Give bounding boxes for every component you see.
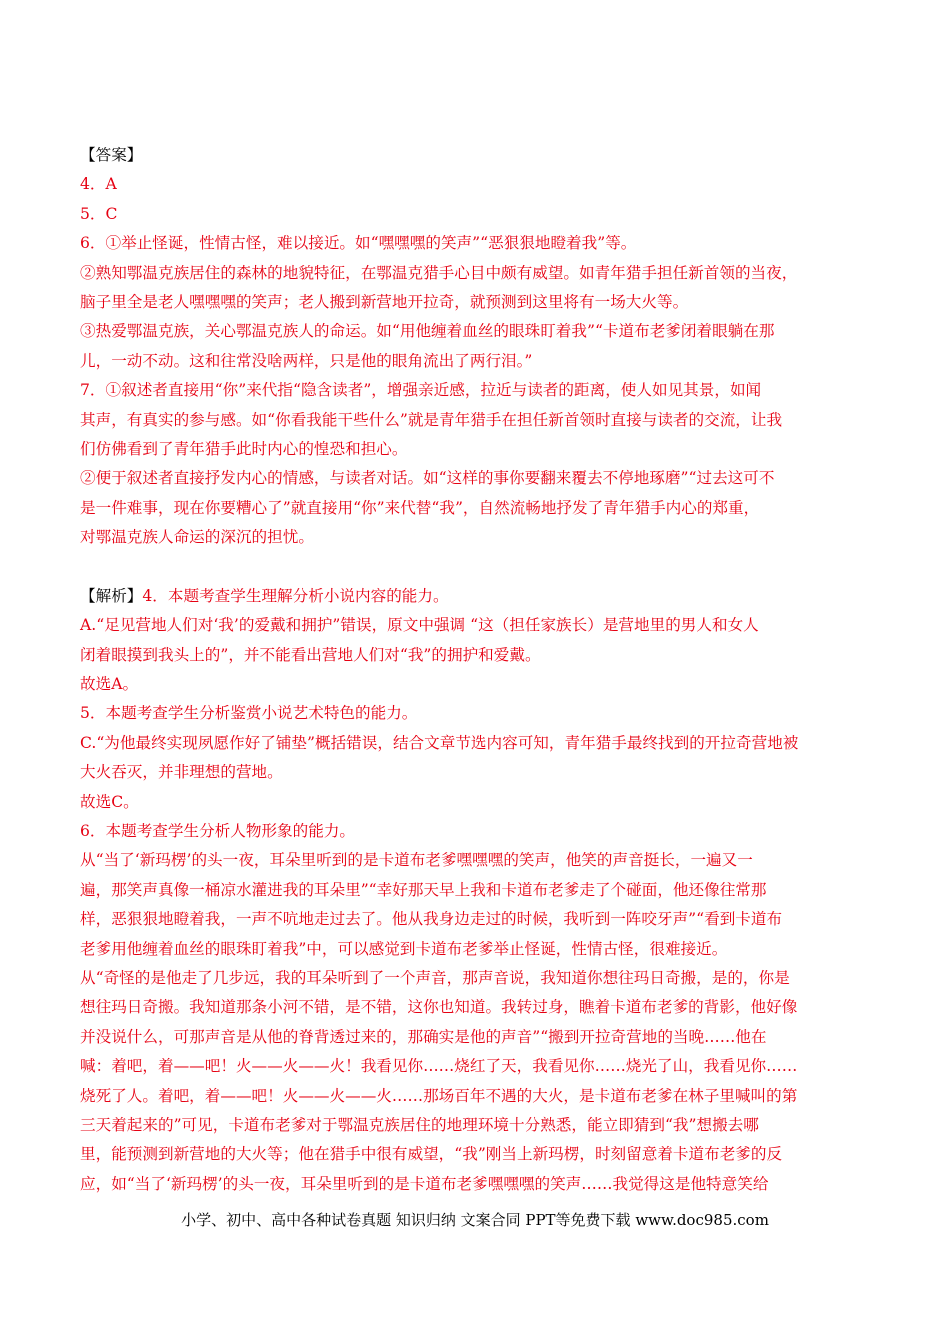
analysis-line: 并没说什么，可那声音是从他的脊背透过来的，那确实是他的声音”“搬到开拉奇营地的当晚……他在	[80, 1027, 767, 1046]
analysis-line: 4．本题考查学生理解分析小说内容的能力。	[142, 586, 449, 605]
answer-line: 6．①举止怪诞，性情古怪，难以接近。如“嘿嘿嘿的笑声”“恶狠狠地瞪着我”等。	[80, 234, 637, 253]
analysis-line: A.“足见营地人们对‘我’的爱戴和拥护”错误，原文中强调 “这（担任家族长）是营地里的男人和女人	[80, 616, 759, 635]
analysis-line: 烧死了人。着吧，着——吧！火——火——火……那场百年不遇的大火，是卡道布老爹在林子里喊叫的第	[80, 1086, 798, 1105]
analysis-line: 闭着眼摸到我头上的”，并不能看出营地人们对“我”的拥护和爱戴。	[80, 645, 541, 664]
analysis-line: 6．本题考查学生分析人物形象的能力。	[80, 821, 356, 840]
answer-line: 是一件难事，现在你要糟心了”就直接用“你”来代替“我”，自然流畅地抒发了青年猎手内心的郑重，	[80, 498, 760, 517]
answer-line: 4．A	[80, 175, 117, 194]
analysis-line: 5．本题考查学生分析鉴赏小说艺术特色的能力。	[80, 704, 418, 723]
document-body	[80, 141, 870, 1199]
answer-line: 儿，一动不动。这和往常没啥两样，只是他的眼角流出了两行泪。”	[80, 351, 533, 370]
analysis-line: 从“奇怪的是他走了几步远，我的耳朵听到了一个声音，那声音说，我知道你想往玛日奇搬，是的，你是	[80, 968, 790, 987]
analysis-section	[80, 611, 870, 1199]
analysis-line: 老爹用他缠着血丝的眼珠盯着我”中，可以感觉到卡道布老爹举止怪诞，性情古怪，很难接近。	[80, 939, 728, 958]
answer-section	[80, 170, 870, 552]
analysis-line: 大火吞灭，并非理想的营地。	[80, 763, 283, 782]
analysis-line: 遍，那笑声真像一桶凉水灌进我的耳朵里”“幸好那天早上我和卡道布老爹走了个碰面，他还像往常那	[80, 880, 767, 899]
answer-line: 5．C	[80, 204, 118, 223]
analysis-first-line	[80, 582, 870, 611]
answer-line: 脑子里全是老人嘿嘿嘿的笑声；老人搬到新营地开拉奇，就预测到这里将有一场大火等。	[80, 292, 689, 311]
answer-header: 【答案】	[80, 146, 143, 164]
analysis-line: 应，如“当了‘新玛楞’的头一夜，耳朵里听到的是卡道布老爹嘿嘿嘿的笑声……我觉得这是他特意笑给	[80, 1174, 769, 1193]
analysis-line: 从“当了‘新玛楞’的头一夜，耳朵里听到的是卡道布老爹嘿嘿嘿的笑声，他笑的声音挺长，一遍又一	[80, 851, 753, 870]
answer-line: 们仿佛看到了青年猎手此时内心的惶恐和担心。	[80, 439, 408, 458]
answer-line: 对鄂温克族人命运的深沉的担忧。	[80, 528, 314, 547]
analysis-line: 故选C。	[80, 792, 139, 811]
answer-line: ②便于叙述者直接抒发内心的情感，与读者对话。如“这样的事你要翻来覆去不停地琢磨”“过去这可不	[80, 469, 775, 488]
analysis-line: 想往玛日奇搬。我知道那条小河不错，是不错，这你也知道。我转过身，瞧着卡道布老爹的背影，他好像	[80, 998, 798, 1017]
answer-line: 其声，有真实的参与感。如“你看我能干些什么”就是青年猎手在担任新首领时直接与读者的交流，让我	[80, 410, 783, 429]
analysis-line: 里，能预测到新营地的大火等；他在猎手中很有威望，“我”刚当上新玛楞，时刻留意着卡道布老爹的反	[80, 1145, 783, 1164]
answer-line: 7．①叙述者直接用“你”来代指“隐含读者”，增强亲近感，拉近与读者的距离，使人如见其景，如闻	[80, 381, 762, 400]
answer-line: ③热爱鄂温克族，关心鄂温克族人的命运。如“用他缠着血丝的眼珠盯着我”“卡道布老爹闭着眼躺在那	[80, 322, 775, 341]
analysis-line: 故选A。	[80, 675, 139, 694]
analysis-header: 【解析】	[80, 586, 143, 605]
analysis-line: 三天着起来的”可见，卡道布老爹对于鄂温克族居住的地理环境十分熟悉，能立即猜到“我”想搬去哪	[80, 1115, 759, 1134]
analysis-line: 样，恶狠狠地瞪着我，一声不吭地走过去了。他从我身边走过的时候，我听到一阵咬牙声”“看到卡道布	[80, 910, 783, 929]
section-spacer	[80, 552, 870, 581]
analysis-line: 喊：着吧，着——吧！火——火——火！我看见你……烧红了天，我看见你……烧光了山，我看见你……	[80, 1057, 798, 1076]
analysis-line: C.“为他最终实现夙愿作好了铺垫”概括错误，结合文章节选内容可知，青年猎手最终找到的开拉奇营地被	[80, 733, 799, 752]
page-footer: 小学、初中、高中各种试卷真题 知识归纳 文案合同 PPT等免费下载 www.doc985.com	[181, 1211, 769, 1229]
answer-line: ②熟知鄂温克族居住的森林的地貌特征，在鄂温克猎手心目中颇有威望。如青年猎手担任新首领的当夜，	[80, 263, 798, 282]
